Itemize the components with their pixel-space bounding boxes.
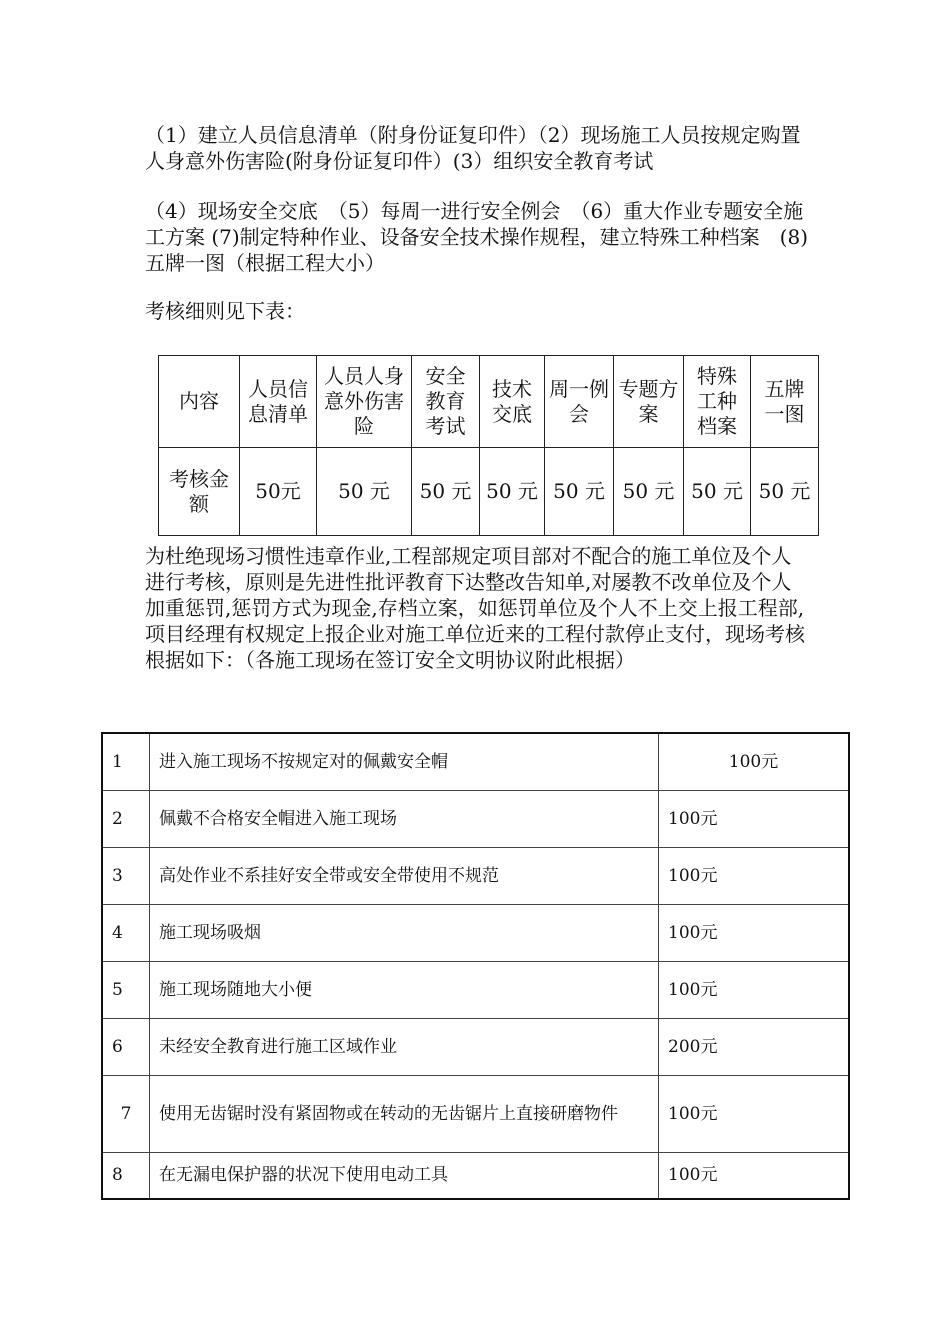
violation-item: 使用无齿锯时没有紧固物或在转动的无齿锯片上直接研磨物件 <box>150 1075 659 1152</box>
header-cell: 安全教育考试 <box>412 356 480 448</box>
amount-cell: 50 元 <box>317 448 412 536</box>
penalty-amount: 100元 <box>659 1152 850 1199</box>
requirements-paragraph-2: （4）现场安全交底 （5）每周一进行安全例会 （6）重大作业专题安全施工方案 (7)制定特种作业、设备安全技术操作规程，建立特殊工种档案 (8)五牌一图（根据工程大小） <box>145 199 809 275</box>
header-cell: 专题方案 <box>614 356 684 448</box>
requirements-paragraph-1: （1）建立人员信息清单（附身份证复印件）（2）现场施工人员按规定购置人身意外伤害险(附身份证复印件）(3）组织安全教育考试 <box>145 123 801 173</box>
violation-item: 施工现场吸烟 <box>150 904 659 961</box>
table-row <box>102 904 849 961</box>
penalty-amount: 100元 <box>659 961 850 1018</box>
penalty-table <box>101 732 850 1200</box>
table-row <box>102 1018 849 1075</box>
row-number: 1 <box>102 733 150 790</box>
header-cell: 特殊工种档案 <box>684 356 751 448</box>
violation-item: 未经安全教育进行施工区域作业 <box>150 1018 659 1075</box>
penalty-amount: 100元 <box>659 790 850 847</box>
row-number: 8 <box>102 1152 150 1199</box>
table-row <box>102 790 849 847</box>
penalty-amount: 100元 <box>659 904 850 961</box>
violation-item: 佩戴不合格安全帽进入施工现场 <box>150 790 659 847</box>
header-cell: 技术交底 <box>480 356 545 448</box>
violation-item: 在无漏电保护器的状况下使用电动工具 <box>150 1152 659 1199</box>
header-cell: 人员人身意外伤害险 <box>317 356 412 448</box>
amount-cell: 50 元 <box>480 448 545 536</box>
header-cell: 周一例会 <box>545 356 614 448</box>
table-row <box>102 1075 849 1152</box>
table-row <box>102 847 849 904</box>
penalty-amount: 200元 <box>659 1018 850 1075</box>
row-number: 4 <box>102 904 150 961</box>
amount-cell: 50 元 <box>412 448 480 536</box>
penalty-policy-paragraph: 为杜绝现场习惯性违章作业,工程部规定项目部对不配合的施工单位及个人进行考核，原则是先进性批评教育下达整改告知单,对屡教不改单位及个人加重惩罚,惩罚方式为现金,存档立案，如惩罚单位及个人不上交上报工程部,项目经理有权规定上报企业对施工单位近来的工程付款停止支付，现场考核根据如下：（各施工现场在签订安全文明协议附此根据） <box>145 544 805 672</box>
table-row <box>102 733 849 790</box>
row-number: 3 <box>102 847 150 904</box>
table-row <box>102 961 849 1018</box>
table-row <box>102 1152 849 1199</box>
assessment-fee-table <box>158 355 819 536</box>
amount-cell: 50 元 <box>545 448 614 536</box>
header-cell: 五牌一图 <box>751 356 819 448</box>
row-number: 2 <box>102 790 150 847</box>
amount-cell: 50元 <box>240 448 317 536</box>
fee-header-row <box>159 356 819 448</box>
amount-cell: 50 元 <box>751 448 819 536</box>
penalty-amount: 100元 <box>659 733 850 790</box>
violation-item: 高处作业不系挂好安全带或安全带使用不规范 <box>150 847 659 904</box>
row-number: 5 <box>102 961 150 1018</box>
penalty-amount: 100元 <box>659 1075 850 1152</box>
table-intro: 考核细则见下表： <box>145 299 305 323</box>
violation-item: 施工现场随地大小便 <box>150 961 659 1018</box>
amount-cell: 50 元 <box>614 448 684 536</box>
header-cell: 人员信息清单 <box>240 356 317 448</box>
row-number: 6 <box>102 1018 150 1075</box>
amount-label: 考核金额 <box>159 448 240 536</box>
fee-amount-row <box>159 448 819 536</box>
header-cell: 内容 <box>159 356 240 448</box>
penalty-amount: 100元 <box>659 847 850 904</box>
row-number: 7 <box>102 1075 150 1152</box>
amount-cell: 50 元 <box>684 448 751 536</box>
violation-item: 进入施工现场不按规定对的佩戴安全帽 <box>150 733 659 790</box>
